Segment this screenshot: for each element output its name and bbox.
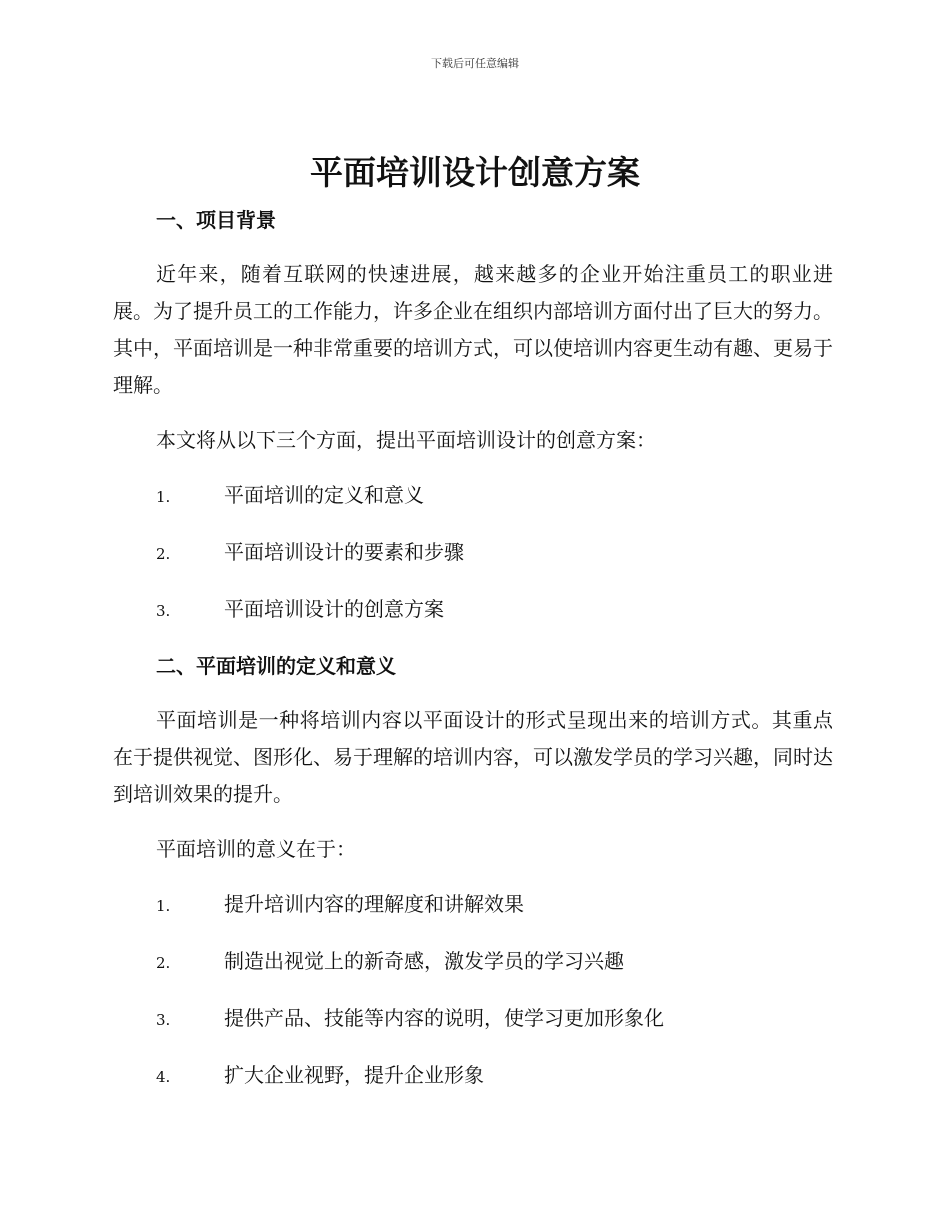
numbered-list [113, 886, 833, 1096]
list-number: 1. [156, 897, 171, 915]
list-text: 平面培训的定义和意义 [224, 483, 424, 507]
list-number: 3. [156, 602, 171, 620]
list-text: 平面培训设计的创意方案 [224, 597, 444, 621]
list-text: 扩大企业视野，提升企业形象 [224, 1063, 484, 1087]
list-number: 4. [156, 1068, 171, 1086]
list-number: 2. [156, 545, 171, 563]
list-text: 制造出视觉上的新奇感，激发学员的学习兴趣 [224, 949, 624, 973]
list-item [113, 1057, 833, 1096]
paragraph: 平面培训是一种将培训内容以平面设计的形式呈现出来的培训方式。其重点在于提供视觉、图形化、易于理解的培训内容，可以激发学员的学习兴趣，同时达到培训效果的提升。 [113, 708, 833, 806]
numbered-list [113, 477, 833, 630]
page-header-note: 下载后可任意编辑 [431, 57, 519, 70]
section-heading-definition: 二、平面培训的定义和意义 [156, 654, 396, 678]
list-item [113, 1000, 833, 1039]
list-text: 提供产品、技能等内容的说明，使学习更加形象化 [224, 1006, 664, 1030]
list-item [113, 886, 833, 925]
list-number: 1. [156, 488, 171, 506]
section-heading-background: 一、项目背景 [156, 208, 276, 232]
list-item [113, 534, 833, 573]
list-text: 提升培训内容的理解度和讲解效果 [224, 892, 524, 916]
list-number: 3. [156, 1011, 171, 1029]
list-number: 2. [156, 954, 171, 972]
paragraph: 平面培训的意义在于： [156, 837, 356, 861]
document-body [113, 202, 833, 1114]
list-item [113, 477, 833, 516]
list-item [113, 591, 833, 630]
paragraph: 近年来，随着互联网的快速进展，越来越多的企业开始注重员工的职业进展。为了提升员工的工作能力，许多企业在组织内部培训方面付出了巨大的努力。其中，平面培训是一种非常重要的培训方式，可以使培训内容更生动有趣、更易于理解。 [113, 262, 833, 397]
paragraph: 本文将从以下三个方面，提出平面培训设计的创意方案： [156, 428, 656, 452]
list-item [113, 943, 833, 982]
list-text: 平面培训设计的要素和步骤 [224, 540, 464, 564]
document-title: 平面培训设计创意方案 [310, 153, 640, 192]
